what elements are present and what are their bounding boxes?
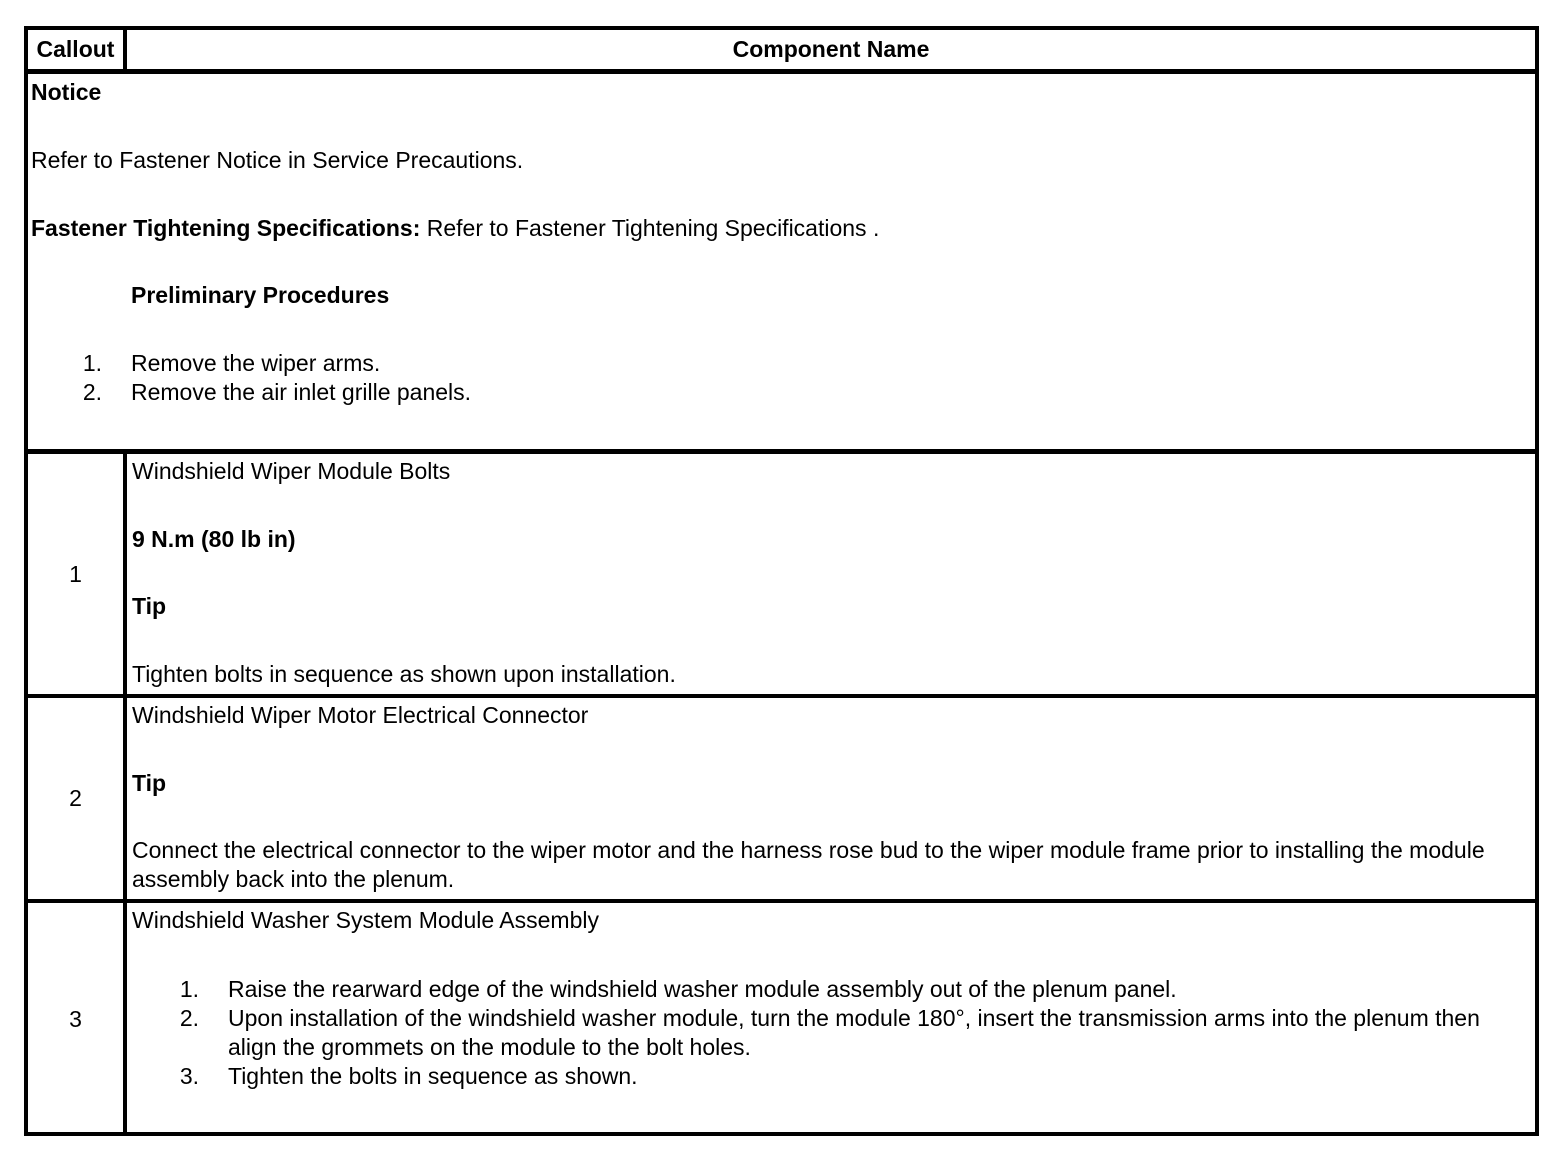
tip-label: Tip (132, 593, 167, 619)
fastener-spec-text: Refer to Fastener Tightening Specifications . (420, 215, 880, 241)
callout-header: Callout (28, 30, 127, 69)
step-number: 3. (179, 1063, 199, 1089)
step-number: 2. (179, 1005, 199, 1031)
callout-number: 2 (28, 698, 127, 899)
notice-title: Notice (31, 79, 102, 105)
component-name: Windshield Washer System Module Assembly (132, 907, 599, 933)
component-name: Windshield Wiper Module Bolts (132, 458, 451, 484)
table-header (28, 30, 1535, 74)
tip-text: Connect the electrical connector to the wiper motor and the harness rose bud to the wiper module frame prior to installing the module assembly back into the plenum. (132, 837, 1485, 892)
component-cell (127, 903, 1535, 1136)
prelim-step-text: Remove the wiper arms. (131, 350, 381, 376)
component-table (24, 26, 1539, 1136)
fastener-spec-line (31, 214, 879, 243)
step-text: Raise the rearward edge of the windshield washer module assembly out of the plenum panel. (228, 976, 1177, 1002)
prelim-step-number: 2. (82, 379, 102, 405)
component-name-header: Component Name (732, 36, 930, 62)
component-cell (127, 454, 1535, 694)
tip-label: Tip (132, 770, 167, 796)
table-row (28, 903, 1535, 1136)
fastener-spec-label: Fastener Tightening Specifications: (31, 215, 421, 241)
notice-text: Refer to Fastener Notice in Service Precautions. (31, 147, 524, 173)
notice-section (28, 74, 1535, 454)
step-number: 1. (179, 976, 199, 1002)
torque-spec: 9 N.m (80 lb in) (132, 526, 296, 552)
component-name: Windshield Wiper Motor Electrical Connector (132, 702, 589, 728)
prelim-step-text: Remove the air inlet grille panels. (131, 379, 472, 405)
table-row (28, 454, 1535, 698)
component-cell (127, 698, 1535, 899)
preliminary-procedures-title: Preliminary Procedures (131, 282, 390, 308)
callout-number: 3 (28, 903, 127, 1136)
table-row (28, 698, 1535, 903)
prelim-step-number: 1. (82, 350, 102, 376)
callout-number: 1 (28, 454, 127, 694)
step-text: Tighten the bolts in sequence as shown. (228, 1063, 638, 1089)
tip-text: Tighten bolts in sequence as shown upon installation. (132, 661, 676, 687)
step-text: Upon installation of the windshield washer module, turn the module 180°, insert the transmission arms into the plenum then align the grommets on the module to the bolt holes. (228, 1005, 1480, 1060)
